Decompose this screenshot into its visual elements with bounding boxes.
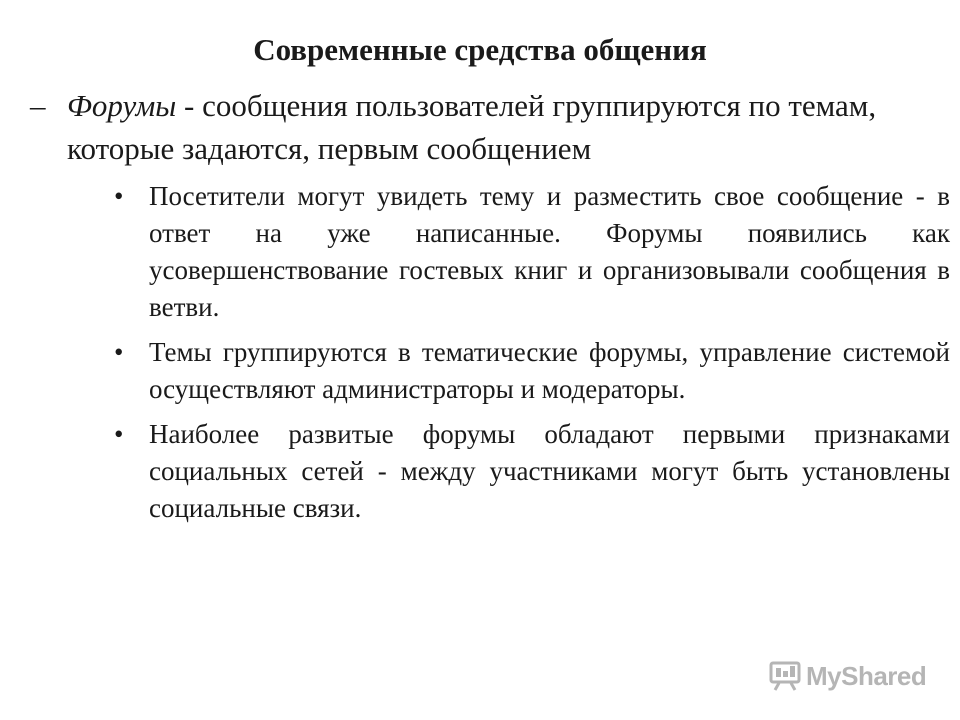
bullet-text: Темы группируются в тематические форумы, управление системой осуществляют администраторы и модераторы. xyxy=(149,337,950,404)
slide-title: Современные средства общения xyxy=(253,32,707,67)
main-item-text xyxy=(67,84,950,170)
dash-marker: – xyxy=(30,88,46,123)
forums-term: Форумы xyxy=(67,88,177,123)
watermark-text: MyShared xyxy=(806,660,927,691)
main-list-item xyxy=(30,84,950,170)
main-item-description: - сообщения пользователей группируются по темам, которые задаются, первым сообщением xyxy=(67,88,877,166)
bullet-item xyxy=(114,178,950,326)
myshared-watermark xyxy=(768,656,926,696)
presentation-board-icon xyxy=(768,659,802,693)
bullet-text: Наиболее развитые форумы обладают первыми признаками социальных сетей - между участниками могут быть установлены социальные связи. xyxy=(149,419,950,523)
bullet-item xyxy=(114,334,950,408)
bullet-marker: • xyxy=(114,337,124,367)
bullet-text: Посетители могут увидеть тему и разместить свое сообщение - в ответ на уже написанные. Форумы появились как усовершенствование гостевых книг и организовывали сообщения в ветви. xyxy=(149,181,950,322)
bullet-marker: • xyxy=(114,419,124,449)
bullet-item xyxy=(114,416,950,527)
bullet-list xyxy=(114,178,950,535)
bullet-marker: • xyxy=(114,181,124,211)
